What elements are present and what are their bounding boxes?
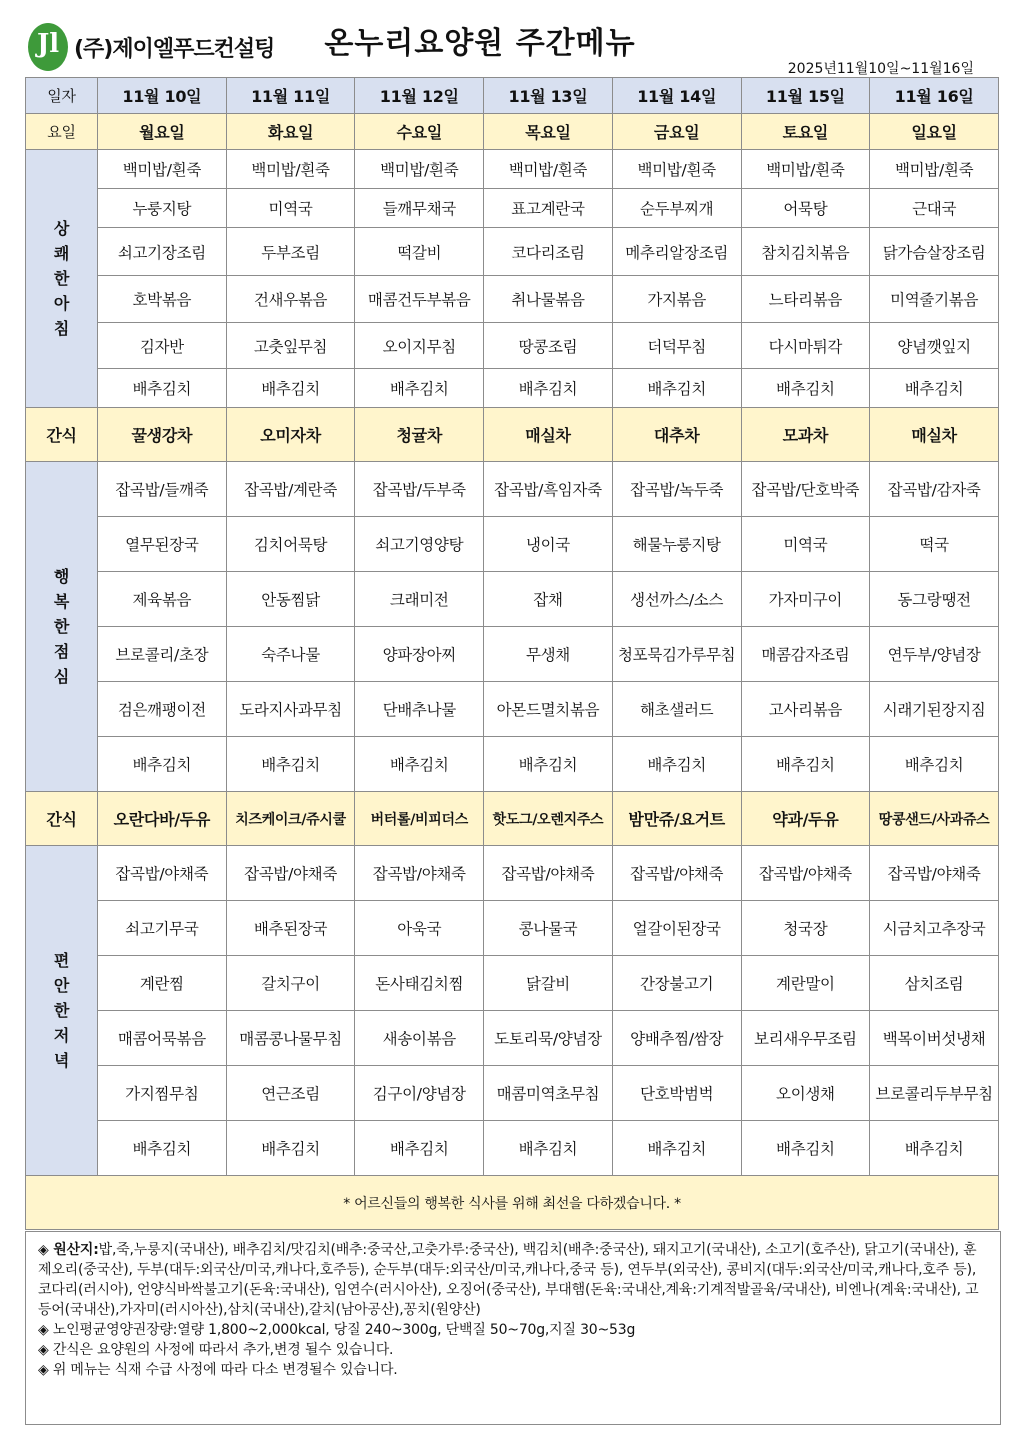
- menu-item: 고춧잎무침: [226, 323, 355, 369]
- menu-item: 배추김치: [870, 737, 999, 792]
- menu-item: 해물누룽지탕: [612, 517, 741, 572]
- menu-item: 도라지사과무침: [226, 682, 355, 737]
- snack-item: 치즈케이크/쥬시쿨: [226, 792, 355, 846]
- menu-item: 냉이국: [484, 517, 613, 572]
- menu-item: 열무된장국: [98, 517, 227, 572]
- menu-item: 다시마튀각: [741, 323, 870, 369]
- snack-item: 대추차: [612, 408, 741, 462]
- menu-item: 근대국: [870, 189, 999, 228]
- menu-item: 떡갈비: [355, 228, 484, 276]
- menu-item: 아몬드멸치볶음: [484, 682, 613, 737]
- menu-item: 계란말이: [741, 956, 870, 1011]
- menu-item: 호박볶음: [98, 276, 227, 323]
- dinner-row: [26, 1011, 999, 1066]
- lunch-label-text: 행복한점심: [53, 567, 70, 686]
- lunch-row: [26, 517, 999, 572]
- snack-note: ◈ 간식은 요양원의 사정에 따라서 추가,변경 될수 있습니다.: [38, 1342, 394, 1358]
- snack-row-1: [26, 408, 999, 462]
- date-row: [26, 78, 999, 114]
- date-row-label: 일자: [26, 78, 98, 114]
- menu-item: 시래기된장지짐: [870, 682, 999, 737]
- date-row-cell: 11월 15일: [741, 78, 870, 114]
- menu-item: 브로콜리두부무침: [870, 1066, 999, 1121]
- breakfast-row: [26, 189, 999, 228]
- menu-item: 배추김치: [484, 737, 613, 792]
- snack-item: 오미자차: [226, 408, 355, 462]
- menu-item: 백미밥/흰죽: [355, 150, 484, 189]
- menu-item: 어묵탕: [741, 189, 870, 228]
- dinner-row: [26, 846, 999, 901]
- breakfast-label-text: 상쾌한아침: [53, 219, 70, 338]
- menu-item: 가지찜무침: [98, 1066, 227, 1121]
- menu-item: 백미밥/흰죽: [484, 150, 613, 189]
- snack-row-1-label: 간식: [26, 408, 98, 462]
- menu-item: 백미밥/흰죽: [870, 150, 999, 189]
- day-row-cell: 금요일: [612, 114, 741, 150]
- snack-item: 매실차: [484, 408, 613, 462]
- info-box: [25, 1231, 1001, 1425]
- menu-item: 청국장: [741, 901, 870, 956]
- menu-item: 양념깻잎지: [870, 323, 999, 369]
- menu-item: 안동찜닭: [226, 572, 355, 627]
- menu-item: 삼치조림: [870, 956, 999, 1011]
- logo-mark: [28, 23, 68, 71]
- menu-item: 배추김치: [612, 1121, 741, 1176]
- day-row-cell: 수요일: [355, 114, 484, 150]
- menu-item: 아욱국: [355, 901, 484, 956]
- menu-item: 코다리조림: [484, 228, 613, 276]
- date-row-cell: 11월 11일: [226, 78, 355, 114]
- menu-item: 매콤어묵볶음: [98, 1011, 227, 1066]
- lunch-row: [26, 737, 999, 792]
- menu-period: 2025년11월10일~11월16일: [787, 61, 974, 77]
- menu-item: 잡곡밥/계란죽: [226, 462, 355, 517]
- menu-item: 잡곡밥/야채죽: [484, 846, 613, 901]
- menu-item: 배추김치: [741, 369, 870, 408]
- notice-text: * 어르신들의 행복한 식사를 위해 최선을 다하겠습니다. *: [26, 1176, 999, 1230]
- menu-item: 오이생채: [741, 1066, 870, 1121]
- menu-item: 땅콩조림: [484, 323, 613, 369]
- snack-item: 매실차: [870, 408, 999, 462]
- date-row-cell: 11월 14일: [612, 78, 741, 114]
- origin-info: [38, 1240, 988, 1320]
- dinner-row: [26, 1121, 999, 1176]
- menu-item: 배추된장국: [226, 901, 355, 956]
- menu-item: 양배추찜/쌈장: [612, 1011, 741, 1066]
- menu-item: 잡곡밥/야채죽: [226, 846, 355, 901]
- menu-item: 간장불고기: [612, 956, 741, 1011]
- snack-row-2-label: 간식: [26, 792, 98, 846]
- day-row-label: 요일: [26, 114, 98, 150]
- menu-item: 잡채: [484, 572, 613, 627]
- dinner-row: [26, 901, 999, 956]
- notice-row: [26, 1176, 999, 1230]
- nutrition-note: ◈ 노인평균영양권장량:열량 1,800~2,000kcal, 당질 240~300g, 단백질 50~70g,지질 30~53g: [38, 1322, 636, 1338]
- menu-item: 연근조림: [226, 1066, 355, 1121]
- day-row-cell: 월요일: [98, 114, 227, 150]
- menu-item: 배추김치: [870, 1121, 999, 1176]
- menu-item: 배추김치: [612, 737, 741, 792]
- date-row-cell: 11월 16일: [870, 78, 999, 114]
- menu-item: 김자반: [98, 323, 227, 369]
- menu-item: 배추김치: [870, 369, 999, 408]
- menu-item: 백미밥/흰죽: [226, 150, 355, 189]
- menu-item: 잡곡밥/두부죽: [355, 462, 484, 517]
- menu-item: 매콤건두부볶음: [355, 276, 484, 323]
- menu-item: 연두부/양념장: [870, 627, 999, 682]
- menu-item: 잡곡밥/단호박죽: [741, 462, 870, 517]
- menu-item: 배추김치: [612, 369, 741, 408]
- menu-item: 잡곡밥/야채죽: [870, 846, 999, 901]
- menu-item: 쇠고기장조림: [98, 228, 227, 276]
- menu-item: 도토리묵/양념장: [484, 1011, 613, 1066]
- menu-item: 새송이볶음: [355, 1011, 484, 1066]
- company-name: (주)제이엘푸드컨설팅: [74, 36, 275, 62]
- menu-item: 해초샐러드: [612, 682, 741, 737]
- menu-item: 가지볶음: [612, 276, 741, 323]
- menu-item: 돈사태김치찜: [355, 956, 484, 1011]
- menu-item: 백미밥/흰죽: [98, 150, 227, 189]
- menu-item: 오이지무침: [355, 323, 484, 369]
- snack-item: 땅콩샌드/사과쥬스: [870, 792, 999, 846]
- menu-item: 무생채: [484, 627, 613, 682]
- menu-item: 취나물볶음: [484, 276, 613, 323]
- menu-item: 시금치고추장국: [870, 901, 999, 956]
- menu-item: 브로콜리/초장: [98, 627, 227, 682]
- menu-item: 김치어묵탕: [226, 517, 355, 572]
- breakfast-row: [26, 369, 999, 408]
- snack-item: 꿀생강차: [98, 408, 227, 462]
- dinner-row: [26, 956, 999, 1011]
- day-row-cell: 토요일: [741, 114, 870, 150]
- dinner-label: [26, 846, 98, 1176]
- date-row-cell: 11월 12일: [355, 78, 484, 114]
- menu-item: 양파장아찌: [355, 627, 484, 682]
- lunch-row: [26, 462, 999, 517]
- menu-item: 미역줄기볶음: [870, 276, 999, 323]
- menu-item: 고사리볶음: [741, 682, 870, 737]
- menu-item: 쇠고기영양탕: [355, 517, 484, 572]
- lunch-row: [26, 572, 999, 627]
- snack-item: 밤만쥬/요거트: [612, 792, 741, 846]
- change-note: ◈ 위 메뉴는 식재 수급 사정에 따라 다소 변경될수 있습니다.: [38, 1362, 398, 1378]
- menu-item: 들깨무채국: [355, 189, 484, 228]
- day-row: [26, 114, 999, 150]
- menu-item: 배추김치: [484, 1121, 613, 1176]
- menu-item: 배추김치: [741, 1121, 870, 1176]
- lunch-row: [26, 627, 999, 682]
- menu-item: 숙주나물: [226, 627, 355, 682]
- menu-item: 잡곡밥/야채죽: [355, 846, 484, 901]
- menu-item: 크래미전: [355, 572, 484, 627]
- menu-item: 순두부찌개: [612, 189, 741, 228]
- menu-item: 매콤미역초무침: [484, 1066, 613, 1121]
- weekly-menu-table: [25, 77, 999, 1230]
- dinner-label-text: 편안한저녁: [53, 951, 70, 1070]
- menu-item: 배추김치: [98, 1121, 227, 1176]
- menu-item: 배추김치: [741, 737, 870, 792]
- menu-item: 매콤감자조림: [741, 627, 870, 682]
- snack-item: 핫도그/오렌지주스: [484, 792, 613, 846]
- breakfast-row: [26, 323, 999, 369]
- lunch-row: [26, 682, 999, 737]
- menu-item: 잡곡밥/야채죽: [612, 846, 741, 901]
- menu-item: 동그랑땡전: [870, 572, 999, 627]
- menu-item: 잡곡밥/야채죽: [741, 846, 870, 901]
- lunch-label: [26, 462, 98, 792]
- menu-item: 생선까스/소스: [612, 572, 741, 627]
- menu-item: 계란찜: [98, 956, 227, 1011]
- menu-item: 참치김치볶음: [741, 228, 870, 276]
- menu-item: 콩나물국: [484, 901, 613, 956]
- menu-item: 닭가슴살장조림: [870, 228, 999, 276]
- menu-item: 미역국: [226, 189, 355, 228]
- menu-item: 느타리볶음: [741, 276, 870, 323]
- snack-item: 모과차: [741, 408, 870, 462]
- menu-item: 보리새우무조림: [741, 1011, 870, 1066]
- menu-item: 배추김치: [226, 369, 355, 408]
- menu-item: 얼갈이된장국: [612, 901, 741, 956]
- menu-item: 배추김치: [226, 1121, 355, 1176]
- menu-item: 배추김치: [355, 1121, 484, 1176]
- menu-item: 배추김치: [484, 369, 613, 408]
- menu-item: 잡곡밥/야채죽: [98, 846, 227, 901]
- breakfast-row: [26, 150, 999, 189]
- menu-item: 배추김치: [226, 737, 355, 792]
- menu-item: 백미밥/흰죽: [741, 150, 870, 189]
- snack-item: 약과/두유: [741, 792, 870, 846]
- menu-item: 건새우볶음: [226, 276, 355, 323]
- menu-item: 잡곡밥/흑임자죽: [484, 462, 613, 517]
- menu-item: 매콤콩나물무침: [226, 1011, 355, 1066]
- menu-item: 잡곡밥/감자죽: [870, 462, 999, 517]
- page-title: 온누리요양원 주간메뉴: [324, 26, 636, 61]
- menu-item: 닭갈비: [484, 956, 613, 1011]
- snack-item: 오란다바/두유: [98, 792, 227, 846]
- day-row-cell: 목요일: [484, 114, 613, 150]
- breakfast-label: [26, 150, 98, 408]
- menu-item: 단호박범벅: [612, 1066, 741, 1121]
- snack-item: 청귤차: [355, 408, 484, 462]
- menu-item: 미역국: [741, 517, 870, 572]
- menu-item: 더덕무침: [612, 323, 741, 369]
- menu-item: 가자미구이: [741, 572, 870, 627]
- menu-item: 검은깨팽이전: [98, 682, 227, 737]
- date-row-cell: 11월 10일: [98, 78, 227, 114]
- company-logo: [28, 22, 274, 72]
- logo-glyph: Jl: [37, 29, 60, 59]
- menu-item: 갈치구이: [226, 956, 355, 1011]
- origin-text: 밥,죽,누룽지(국내산), 배추김치/맛김치(배추:중국산,고춧가루:중국산), 백김치(배추:중국산), 돼지고기(국내산), 소고기(호주산), 닭고기(국내산), 훈제오리(중국산), 두부(대두:외국산/미국,캐나다,호주등), 순두부(대두:외국산/미국,캐나다,중국 등), 연두부(외국산), 콩비지(대두:외국산/미국,캐나다,호주 등), 코다리(러시아), 언양식바싹불고기(돈육:국내산), 임연수(러시아산), 오징어(중국산), 부대햄(돈육:국내산,계육:기계적발골육/국내산), 비엔나(계육:국내산), 고등어(국내산),가자미(러시아산),삼치(국내산),갈치(남아공산),꽁치(원양산): [38, 1242, 979, 1318]
- menu-item: 떡국: [870, 517, 999, 572]
- date-row-cell: 11월 13일: [484, 78, 613, 114]
- menu-item: 배추김치: [98, 369, 227, 408]
- menu-item: 누룽지탕: [98, 189, 227, 228]
- menu-item: 잡곡밥/녹두죽: [612, 462, 741, 517]
- snack-row-2: [26, 792, 999, 846]
- breakfast-row: [26, 276, 999, 323]
- menu-item: 백목이버섯냉채: [870, 1011, 999, 1066]
- menu-item: 두부조림: [226, 228, 355, 276]
- snack-item: 버터롤/비피더스: [355, 792, 484, 846]
- menu-item: 배추김치: [355, 737, 484, 792]
- menu-item: 제육볶음: [98, 572, 227, 627]
- menu-item: 청포묵김가루무침: [612, 627, 741, 682]
- day-row-cell: 일요일: [870, 114, 999, 150]
- menu-item: 김구이/양념장: [355, 1066, 484, 1121]
- origin-label: ◈ 원산지:: [38, 1242, 99, 1258]
- dinner-row: [26, 1066, 999, 1121]
- day-row-cell: 화요일: [226, 114, 355, 150]
- menu-item: 쇠고기무국: [98, 901, 227, 956]
- breakfast-row: [26, 228, 999, 276]
- menu-item: 배추김치: [98, 737, 227, 792]
- menu-item: 배추김치: [355, 369, 484, 408]
- menu-item: 단배추나물: [355, 682, 484, 737]
- menu-item: 잡곡밥/들깨죽: [98, 462, 227, 517]
- menu-item: 메추리알장조림: [612, 228, 741, 276]
- menu-item: 표고계란국: [484, 189, 613, 228]
- menu-item: 백미밥/흰죽: [612, 150, 741, 189]
